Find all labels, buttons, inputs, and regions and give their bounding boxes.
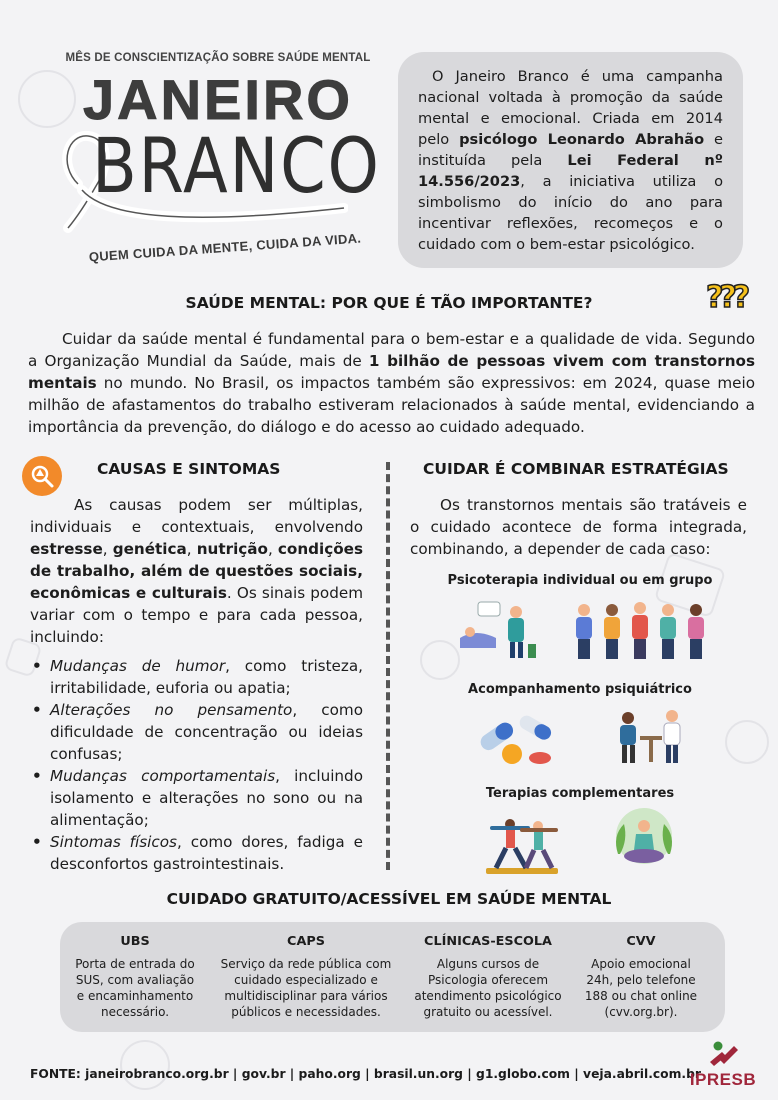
free-care-item-text: gratuito ou acessível. [423,1005,553,1019]
free-care-item-text: SUS, com avaliação [75,973,195,987]
campaign-kicker: MÊS DE CONSCIENTIZAÇÃO SOBRE SAÚDE MENTAL [65,52,371,64]
free-care-item-text: públicos e necessidades. [231,1005,381,1019]
yoga-illustration [482,812,562,876]
free-care-item-text: Alguns cursos de [436,957,540,971]
causes-highlight: nutrição [196,540,268,558]
strategy-complementary-label: Terapias complementares [485,786,675,801]
list-item [30,831,363,875]
ipresb-logo-text: IPRESB [689,1070,757,1089]
background-doodle [420,640,460,680]
free-care-item-text: atendimento psicológico [414,989,562,1003]
symptom-desc: , como dificuldade de concentração ou ideias confusas; [50,701,363,763]
therapy-session-illustration [456,598,538,662]
campaign-title-janeiro: JANEIRO [83,68,353,131]
causes-text: . Os sinais podem variar com o tempo e para cada pessoa, incluindo: [30,584,363,646]
symptom-desc: , incluindo isolamento e alterações no sono ou na alimentação; [50,767,363,829]
causes-paragraph [30,494,363,648]
list-item [30,765,363,831]
causes-text: , [186,540,197,558]
symptom-term: Sintomas físicos [50,833,177,851]
symptom-term: Mudanças comportamentais [50,767,276,785]
free-care-item-text: multidisciplinar para vários [224,989,388,1003]
background-doodle [120,1040,170,1090]
free-care-item-text: e encaminhamento [76,989,194,1003]
campaign-title-branco: BRANCO [92,121,381,210]
sources-footer: FONTE: janeirobranco.org.br | gov.br | paho.org | brasil.un.org | g1.globo.com | veja.abril.com.br [30,1067,701,1081]
ipresb-logo-icon [706,1040,740,1066]
symptoms-list [30,655,363,875]
free-care-item-title: UBS [120,934,150,949]
intro-highlight-author: psicólogo Leonardo Abrahão [459,131,705,148]
importance-text: no mundo. No Brasil, os impactos também são expressivos: em 2024, quase meio milhão de afastamentos do trabalho estiveram relacionados à saúde mental, evidenciando a importância da prevenção, do diálogo e do acesso ao cuidado adequado. [28,374,755,436]
intro-text: e instituída pela [418,131,723,169]
intro-box [398,52,743,268]
campaign-title-branco-row [30,121,390,218]
intro-highlight-law: Lei Federal nº 14.556/2023 [418,152,723,190]
free-care-caps [210,934,402,1020]
free-care-cvv [574,934,708,1020]
free-care-item-text: Porta de entrada do [75,957,195,971]
causes-highlight: condições de trabalho, além de questões sociais, econômicas e culturais [30,540,364,602]
causes-title: CAUSAS E SINTOMAS [97,460,281,478]
symptom-desc: , como dores, fadiga e desconfortos gastrointestinais. [50,833,364,873]
free-care-item-text: 188 ou chat online [584,989,698,1003]
strategy-psychiatry-label: Acompanhamento psiquiátrico [468,682,692,697]
symptom-term: Alterações no pensamento [50,701,293,719]
free-care-item-text: Psicologia oferecem [427,973,549,987]
causes-text: , [102,540,113,558]
free-care-clinicas-escola [412,934,564,1020]
question-marks-icon: ??? [706,280,747,315]
intro-text: , a iniciativa utiliza o simbolismo do início do ano para incentivar reflexões, recomeços e o cuidado com o bem-estar psicológico. [418,173,723,253]
free-care-item-text: cuidado especializado e [234,973,378,987]
free-care-item-text: (cvv.org.br). [604,1005,678,1019]
campaign-header [30,52,390,265]
list-item [30,655,363,699]
care-title: CUIDAR É COMBINAR ESTRATÉGIAS [423,460,729,478]
importance-text: Cuidar da saúde mental é fundamental para o bem-estar e a qualidade de vida. Segundo a Organização Mundial da Saúde, mais de [28,330,755,370]
medication-pills-illustration [474,708,558,768]
meditation-illustration [606,806,682,874]
symptom-term: Mudanças de humor [50,657,226,675]
free-care-item-title: CLÍNICAS-ESCOLA [424,934,552,949]
background-clock-doodle [725,720,769,764]
free-care-item-title: CVV [626,934,656,949]
column-divider [386,462,390,870]
psychiatrist-consultation-illustration [612,706,688,766]
warning-magnifier-icon [22,456,62,496]
care-paragraph: Os transtornos mentais são tratáveis e o cuidado acontece de forma integrada, combinando, a depender de cada caso: [410,496,747,558]
causes-highlight: estresse [30,540,103,558]
free-care-item-text: Serviço da rede pública com [220,957,392,971]
importance-title: SAÚDE MENTAL: POR QUE É TÃO IMPORTANTE? [185,294,593,312]
importance-highlight: 1 bilhão de pessoas vivem com transtornos mentais [28,352,755,392]
free-care-item-text: 24h, pelo telefone [586,973,696,987]
intro-text: O Janeiro Branco é uma campanha nacional voltada à promoção da saúde mental e emocional. Criada em 2014 pelo [418,68,723,148]
list-item [30,699,363,765]
free-care-title: CUIDADO GRATUITO/ACESSÍVEL EM SAÚDE MENTAL [166,890,612,908]
causes-highlight: genética [112,540,187,558]
free-care-item-title: CAPS [287,934,325,949]
free-care-item-text: Apoio emocional [591,957,691,971]
causes-text: As causas podem ser múltiplas, individuais e contextuais, envolvendo [30,496,363,536]
free-care-item-text: necessário. [100,1005,170,1019]
causes-text: , [267,540,278,558]
importance-paragraph [28,328,755,438]
free-care-ubs [68,934,202,1020]
strategy-psychotherapy-label: Psicoterapia individual ou em grupo [447,573,713,588]
symptom-desc: , como tristeza, irritabilidade, euforia ou apatia; [50,657,364,697]
ipresb-logo [688,1040,758,1090]
group-therapy-illustration [570,600,720,664]
campaign-tagline: QUEM CUIDA DA MENTE, CUIDA DA VIDA. [88,230,362,265]
